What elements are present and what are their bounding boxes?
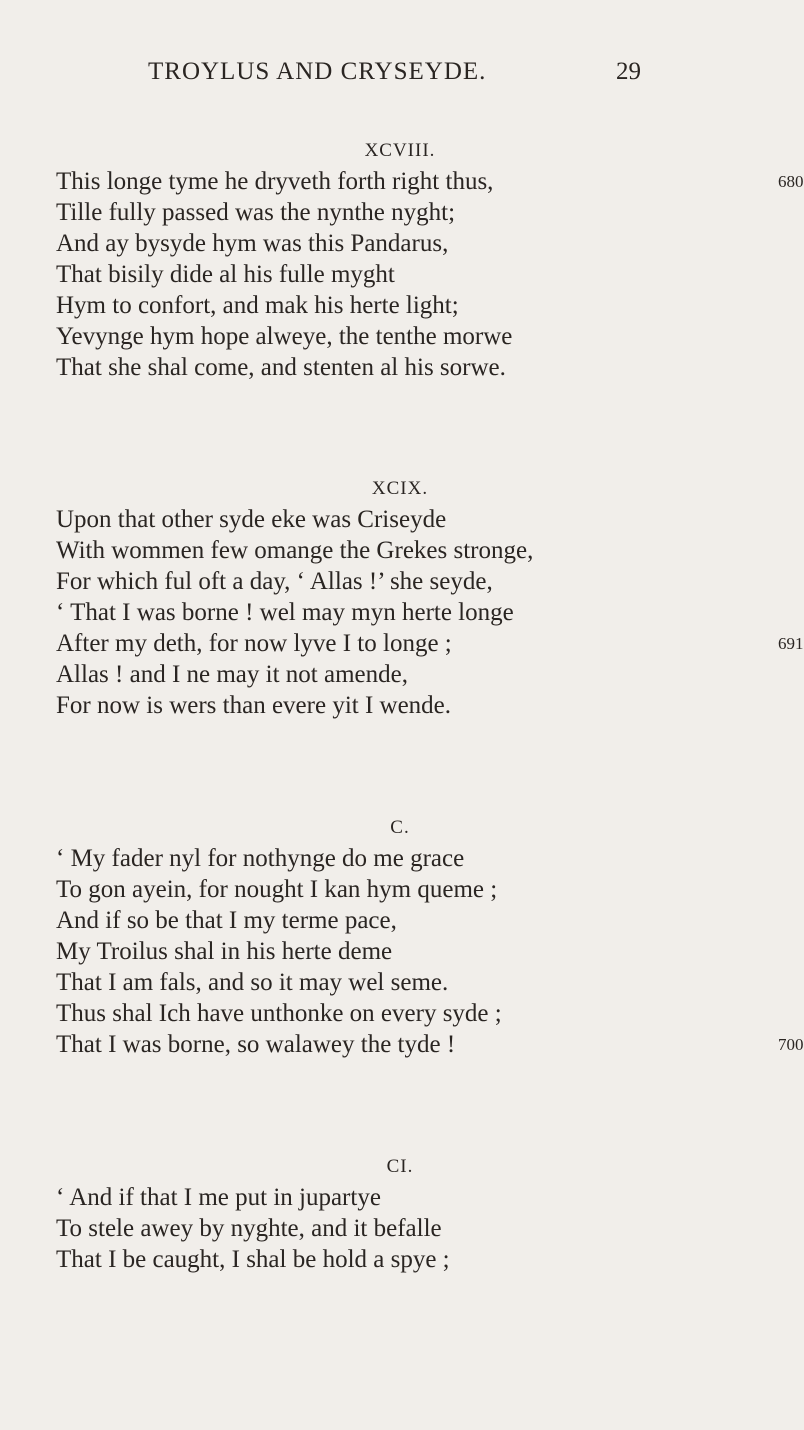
line-number: 680 xyxy=(778,172,804,191)
verse-line: And ay bysyde hym was this Pandarus, xyxy=(56,230,449,257)
stanza-heading-xcix: XCIX. xyxy=(371,478,429,499)
verse-line: Yevynge hym hope alweye, the tenthe morwe xyxy=(56,323,513,350)
page-header xyxy=(0,58,800,98)
verse-line: Tille fully passed was the nynthe nyght; xyxy=(56,199,456,226)
verse-line: ‘ And if that I me put in jupartye xyxy=(56,1184,381,1211)
verse-line: ‘ My fader nyl for nothynge do me grace xyxy=(56,845,465,872)
verse-line: Hym to confort, and mak his herte light; xyxy=(56,292,459,319)
stanza-heading-c: C. xyxy=(390,817,410,838)
stanza-ci xyxy=(56,1182,746,1275)
verse-line: This longe tyme he dryveth forth right thus, 680 xyxy=(56,168,804,195)
verse-line: Upon that other syde eke was Criseyde xyxy=(56,506,447,533)
stanza-xcix xyxy=(56,504,804,721)
verse-line: That I am fals, and so it may wel seme. xyxy=(56,969,449,996)
verse-line: That bisily dide al his fulle myght xyxy=(56,261,395,288)
running-title: TROYLUS AND CRYSEYDE. xyxy=(148,58,487,85)
line-number: 700 xyxy=(778,1035,804,1054)
verse-line: With wommen few omange the Grekes stronge, xyxy=(56,537,534,564)
verse-line: My Troilus shal in his herte deme xyxy=(56,938,393,965)
verse-line: Allas ! and I ne may it not amende, xyxy=(56,661,408,688)
verse-line: For which ful oft a day, ‘ Allas !’ she seyde, xyxy=(56,568,493,595)
stanza-heading-ci: CI. xyxy=(386,1156,414,1177)
verse-line: For now is wers than evere yit I wende. xyxy=(56,692,452,719)
verse-line: That she shal come, and stenten al his sorwe. xyxy=(56,354,506,381)
verse-line: That I be caught, I shal be hold a spye ; xyxy=(56,1246,450,1273)
verse-line: Thus shal Ich have unthonke on every syde ; xyxy=(56,1000,502,1027)
verse-line: To gon ayein, for nought I kan hym queme ; xyxy=(56,876,498,903)
stanza-c xyxy=(56,843,804,1060)
verse-line: After my deth, for now lyve I to longe ; 691 xyxy=(56,630,804,657)
line-number: 691 xyxy=(778,634,804,653)
verse-line: And if so be that I my terme pace, xyxy=(56,907,397,934)
stanza-heading-xcviii: XCVIII. xyxy=(364,140,436,161)
verse-line: To stele awey by nyghte, and it befalle xyxy=(56,1215,442,1242)
stanza-xcviii xyxy=(56,166,804,383)
verse-line: ‘ That I was borne ! wel may myn herte longe xyxy=(56,599,514,626)
verse-line: That I was borne, so walawey the tyde ! 700 xyxy=(56,1031,804,1058)
page-number: 29 xyxy=(616,58,641,85)
